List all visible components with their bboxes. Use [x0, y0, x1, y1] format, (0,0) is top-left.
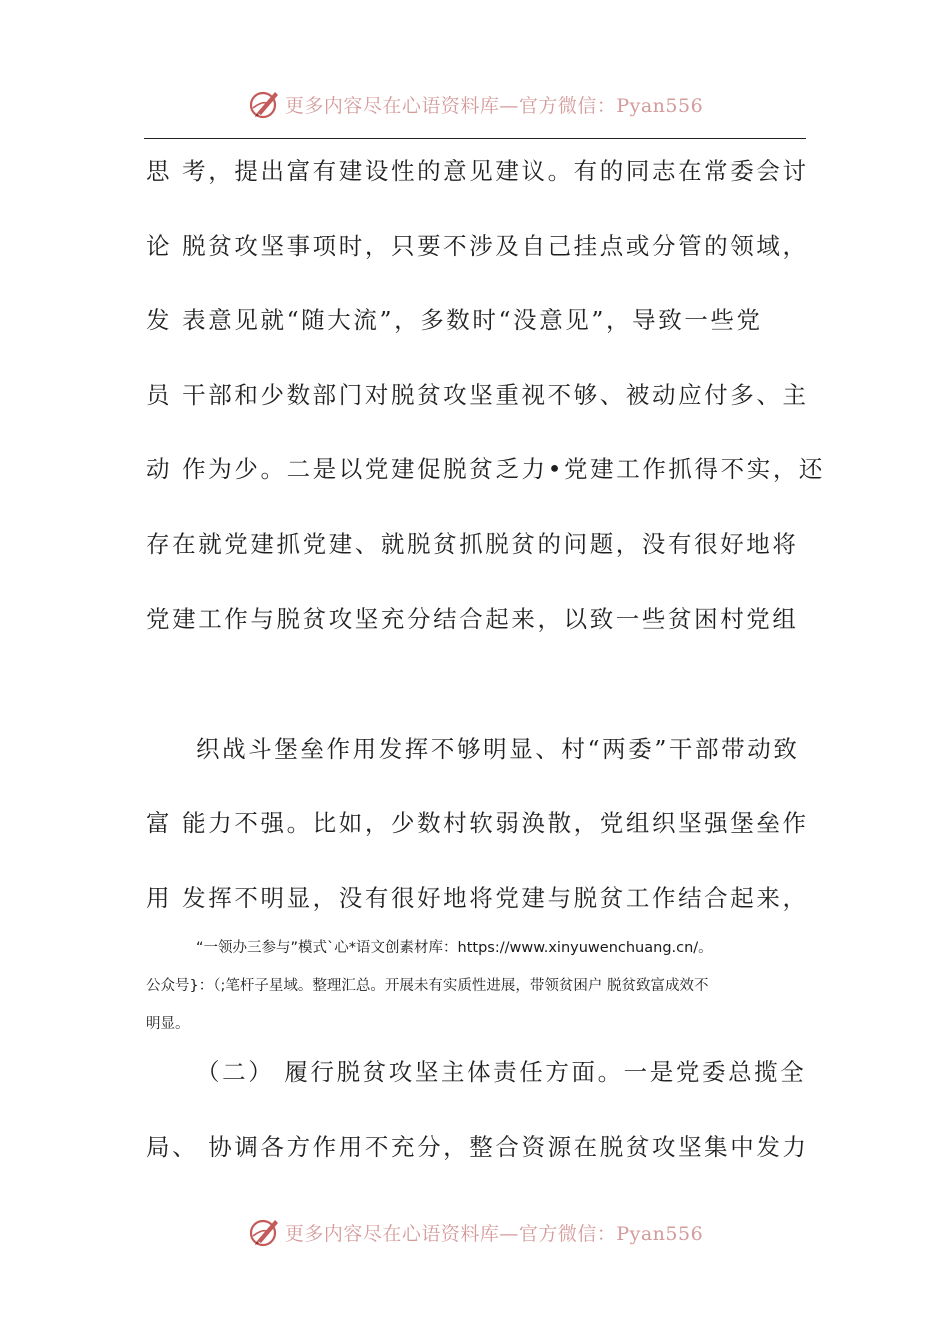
body-line-7: 党建工作与脱贫攻坚充分结合起来，以致一些贫困村党组 — [146, 605, 799, 633]
body-line-6: 存在就党建抓党建、就脱贫抓脱贫的问题，没有很好地将 — [146, 530, 799, 558]
body-line-9: 富 能力不强。比如，少数村软弱涣散，党组织坚强堡垒作 — [146, 809, 809, 837]
note-line-2: 公众号}：（;笔杆子星域。整理汇总。开展未有实质性进展，带领贫困户 脱贫致富成效不 — [146, 978, 709, 994]
body-line-4: 员 干部和少数部门对脱贫攻坚重视不够、被动应付多、主 — [146, 381, 809, 409]
body-line-10: 用 发挥不明显，没有很好地将党建与脱贫工作结合起来， — [146, 884, 809, 912]
body-line-8: 织战斗堡垒作用发挥不够明显、村“两委”干部带动致 — [196, 735, 800, 763]
footer-banner-text: 更多内容尽在心语资料库—官方微信：Pyan556 — [284, 1222, 704, 1245]
quill-logo-icon — [247, 1214, 283, 1250]
body-line-3: 发 表意见就“随大流”，多数时“没意见”，导致一些党 — [146, 306, 763, 334]
header-watermark-banner — [0, 84, 950, 124]
footer-watermark-banner — [0, 1212, 950, 1252]
body-line-5: 动 作为少。二是以党建促脱贫乏力•党建工作抓得不实，还 — [146, 455, 826, 483]
note-line-1: “一领办三参与”模式`心*语文创素材库：https://www.xinyuwenchuang.cn/。 — [196, 940, 713, 956]
quill-logo-icon — [247, 86, 283, 122]
section-line-1: （二） 履行脱贫攻坚主体责任方面。一是党委总揽全 — [196, 1058, 807, 1086]
note-line-3: 明显。 — [146, 1016, 190, 1032]
section-line-2: 局、 协调各方作用不充分，整合资源在脱贫攻坚集中发力 — [146, 1133, 809, 1161]
body-line-2: 论 脱贫攻坚事项时，只要不涉及自己挂点或分管的领域， — [146, 232, 809, 260]
body-line-1: 思 考，提出富有建设性的意见建议。有的同志在常委会讨 — [146, 157, 809, 185]
header-divider — [144, 138, 806, 139]
header-banner-text: 更多内容尽在心语资料库—官方微信：Pyan556 — [284, 94, 704, 117]
